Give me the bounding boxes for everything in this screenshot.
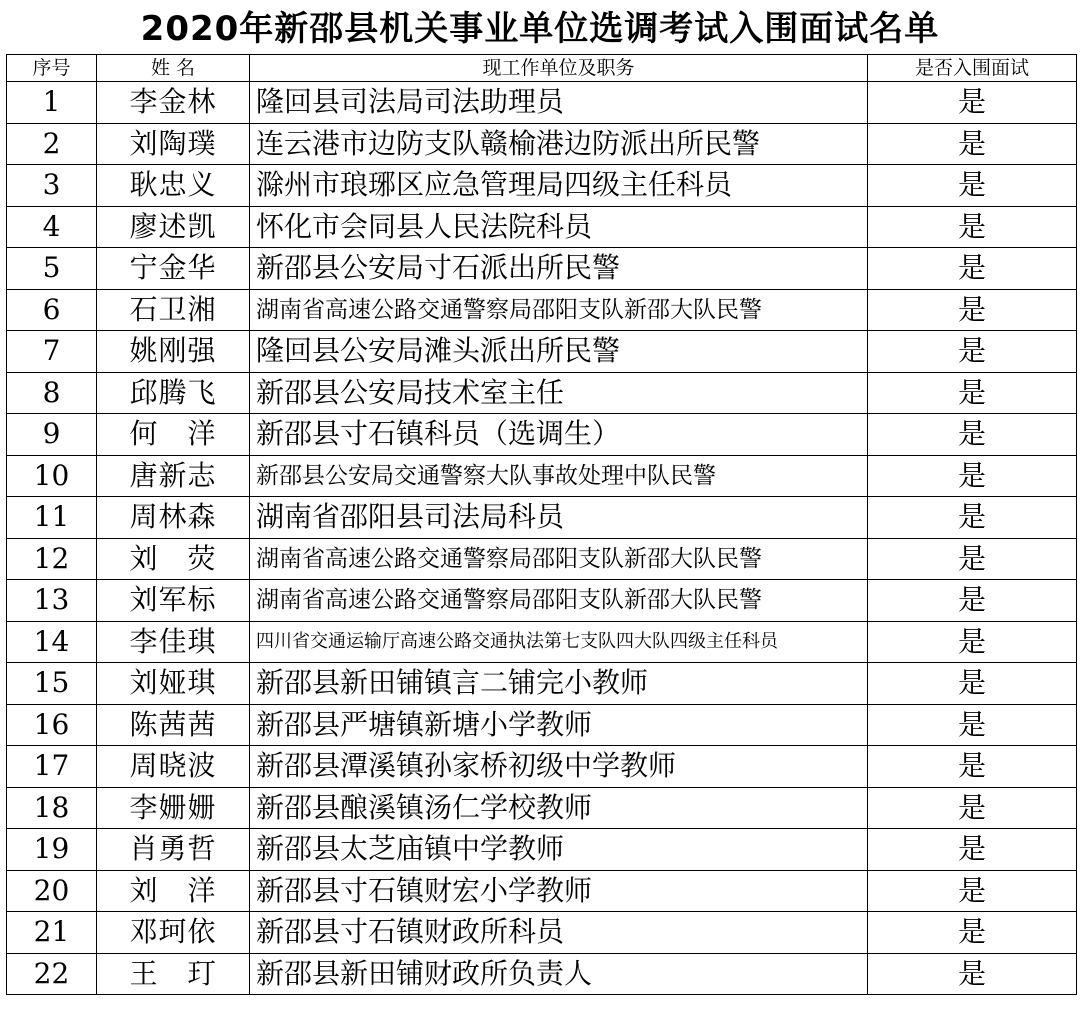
- work-unit: 隆回县司法局司法助理员: [250, 82, 868, 124]
- row-number: 17: [7, 746, 97, 788]
- table-row: [7, 746, 1077, 788]
- table-header: [7, 55, 1077, 82]
- interview-status: 是: [868, 704, 1077, 746]
- interview-status: 是: [868, 787, 1077, 829]
- work-unit: 新邵县寸石镇财政所科员: [250, 912, 868, 954]
- candidate-name: 耿忠义: [97, 165, 250, 207]
- table-row: [7, 289, 1077, 331]
- candidate-name: 肖勇哲: [97, 829, 250, 871]
- candidate-name: 石卫湘: [97, 289, 250, 331]
- candidate-name: 陈茜茜: [97, 704, 250, 746]
- row-number: 18: [7, 787, 97, 829]
- candidate-name: 刘 洋: [97, 870, 250, 912]
- table-row: [7, 663, 1077, 705]
- candidate-name: 刘娅琪: [97, 663, 250, 705]
- work-unit: 新邵县公安局寸石派出所民警: [250, 248, 868, 290]
- candidate-name: 邓珂依: [97, 912, 250, 954]
- candidate-name: 姚刚强: [97, 331, 250, 373]
- row-number: 13: [7, 580, 97, 622]
- work-unit: 新邵县公安局交通警察大队事故处理中队民警: [250, 455, 868, 497]
- table-row: [7, 165, 1077, 207]
- candidate-name: 王 玎: [97, 953, 250, 995]
- work-unit: 滁州市琅琊区应急管理局四级主任科员: [250, 165, 868, 207]
- row-number: 5: [7, 248, 97, 290]
- candidate-name: 周林森: [97, 497, 250, 539]
- candidate-name: 李姗姗: [97, 787, 250, 829]
- table-row: [7, 953, 1077, 995]
- candidate-name: 邱腾飞: [97, 372, 250, 414]
- table-row: [7, 829, 1077, 871]
- table-row: [7, 123, 1077, 165]
- row-number: 11: [7, 497, 97, 539]
- interview-status: 是: [868, 912, 1077, 954]
- interview-status: 是: [868, 455, 1077, 497]
- work-unit: 连云港市边防支队赣榆港边防派出所民警: [250, 123, 868, 165]
- candidate-name: 廖述凯: [97, 206, 250, 248]
- table-row: [7, 455, 1077, 497]
- interview-status: 是: [868, 870, 1077, 912]
- table-body: [7, 82, 1077, 995]
- row-number: 7: [7, 331, 97, 373]
- row-number: 6: [7, 289, 97, 331]
- row-number: 9: [7, 414, 97, 456]
- table-row: [7, 580, 1077, 622]
- work-unit: 新邵县新田铺财政所负责人: [250, 953, 868, 995]
- row-number: 14: [7, 621, 97, 663]
- interview-status: 是: [868, 414, 1077, 456]
- table-row: [7, 704, 1077, 746]
- document-title: 2020年新邵县机关事业单位选调考试入围面试名单: [140, 9, 940, 49]
- header-row: [7, 55, 1077, 82]
- table-row: [7, 787, 1077, 829]
- header-unit: 现工作单位及职务: [250, 55, 868, 82]
- table-row: [7, 414, 1077, 456]
- candidate-name: 唐新志: [97, 455, 250, 497]
- interview-status: 是: [868, 746, 1077, 788]
- candidate-name: 刘陶璞: [97, 123, 250, 165]
- work-unit: 新邵县寸石镇科员（选调生）: [250, 414, 868, 456]
- header-name: 姓 名: [97, 55, 250, 82]
- header-no: 序号: [7, 55, 97, 82]
- candidate-name: 李金林: [97, 82, 250, 124]
- table-row: [7, 82, 1077, 124]
- table-row: [7, 248, 1077, 290]
- table-row: [7, 331, 1077, 373]
- work-unit: 新邵县潭溪镇孙家桥初级中学教师: [250, 746, 868, 788]
- interview-status: 是: [868, 82, 1077, 124]
- interview-status: 是: [868, 953, 1077, 995]
- table-row: [7, 912, 1077, 954]
- table-row: [7, 621, 1077, 663]
- interview-status: 是: [868, 123, 1077, 165]
- candidate-name: 周晓波: [97, 746, 250, 788]
- work-unit: 新邵县公安局技术室主任: [250, 372, 868, 414]
- interview-status: 是: [868, 331, 1077, 373]
- candidate-table: [6, 54, 1077, 995]
- table-row: [7, 206, 1077, 248]
- work-unit: 湖南省邵阳县司法局科员: [250, 497, 868, 539]
- table-row: [7, 870, 1077, 912]
- row-number: 4: [7, 206, 97, 248]
- candidate-name: 刘 荧: [97, 538, 250, 580]
- row-number: 22: [7, 953, 97, 995]
- header-pass: 是否入围面试: [868, 55, 1077, 82]
- candidate-name: 刘军标: [97, 580, 250, 622]
- work-unit: 四川省交通运输厅高速公路交通执法第七支队四大队四级主任科员: [250, 621, 868, 663]
- interview-status: 是: [868, 580, 1077, 622]
- row-number: 12: [7, 538, 97, 580]
- row-number: 16: [7, 704, 97, 746]
- interview-status: 是: [868, 206, 1077, 248]
- candidate-name: 宁金华: [97, 248, 250, 290]
- work-unit: 新邵县新田铺镇言二铺完小教师: [250, 663, 868, 705]
- interview-status: 是: [868, 165, 1077, 207]
- interview-status: 是: [868, 829, 1077, 871]
- table-row: [7, 497, 1077, 539]
- row-number: 3: [7, 165, 97, 207]
- work-unit: 新邵县太芝庙镇中学教师: [250, 829, 868, 871]
- row-number: 19: [7, 829, 97, 871]
- work-unit: 新邵县寸石镇财宏小学教师: [250, 870, 868, 912]
- interview-status: 是: [868, 248, 1077, 290]
- work-unit: 隆回县公安局滩头派出所民警: [250, 331, 868, 373]
- interview-status: 是: [868, 538, 1077, 580]
- work-unit: 湖南省高速公路交通警察局邵阳支队新邵大队民警: [250, 580, 868, 622]
- row-number: 15: [7, 663, 97, 705]
- interview-status: 是: [868, 372, 1077, 414]
- interview-status: 是: [868, 289, 1077, 331]
- interview-status: 是: [868, 497, 1077, 539]
- work-unit: 新邵县酿溪镇汤仁学校教师: [250, 787, 868, 829]
- row-number: 10: [7, 455, 97, 497]
- interview-status: 是: [868, 621, 1077, 663]
- candidate-name: 何 洋: [97, 414, 250, 456]
- work-unit: 湖南省高速公路交通警察局邵阳支队新邵大队民警: [250, 538, 868, 580]
- interview-status: 是: [868, 663, 1077, 705]
- work-unit: 湖南省高速公路交通警察局邵阳支队新邵大队民警: [250, 289, 868, 331]
- row-number: 1: [7, 82, 97, 124]
- row-number: 2: [7, 123, 97, 165]
- table-row: [7, 538, 1077, 580]
- work-unit: 怀化市会同县人民法院科员: [250, 206, 868, 248]
- table-row: [7, 372, 1077, 414]
- row-number: 20: [7, 870, 97, 912]
- work-unit: 新邵县严塘镇新塘小学教师: [250, 704, 868, 746]
- candidate-name: 李佳琪: [97, 621, 250, 663]
- row-number: 21: [7, 912, 97, 954]
- row-number: 8: [7, 372, 97, 414]
